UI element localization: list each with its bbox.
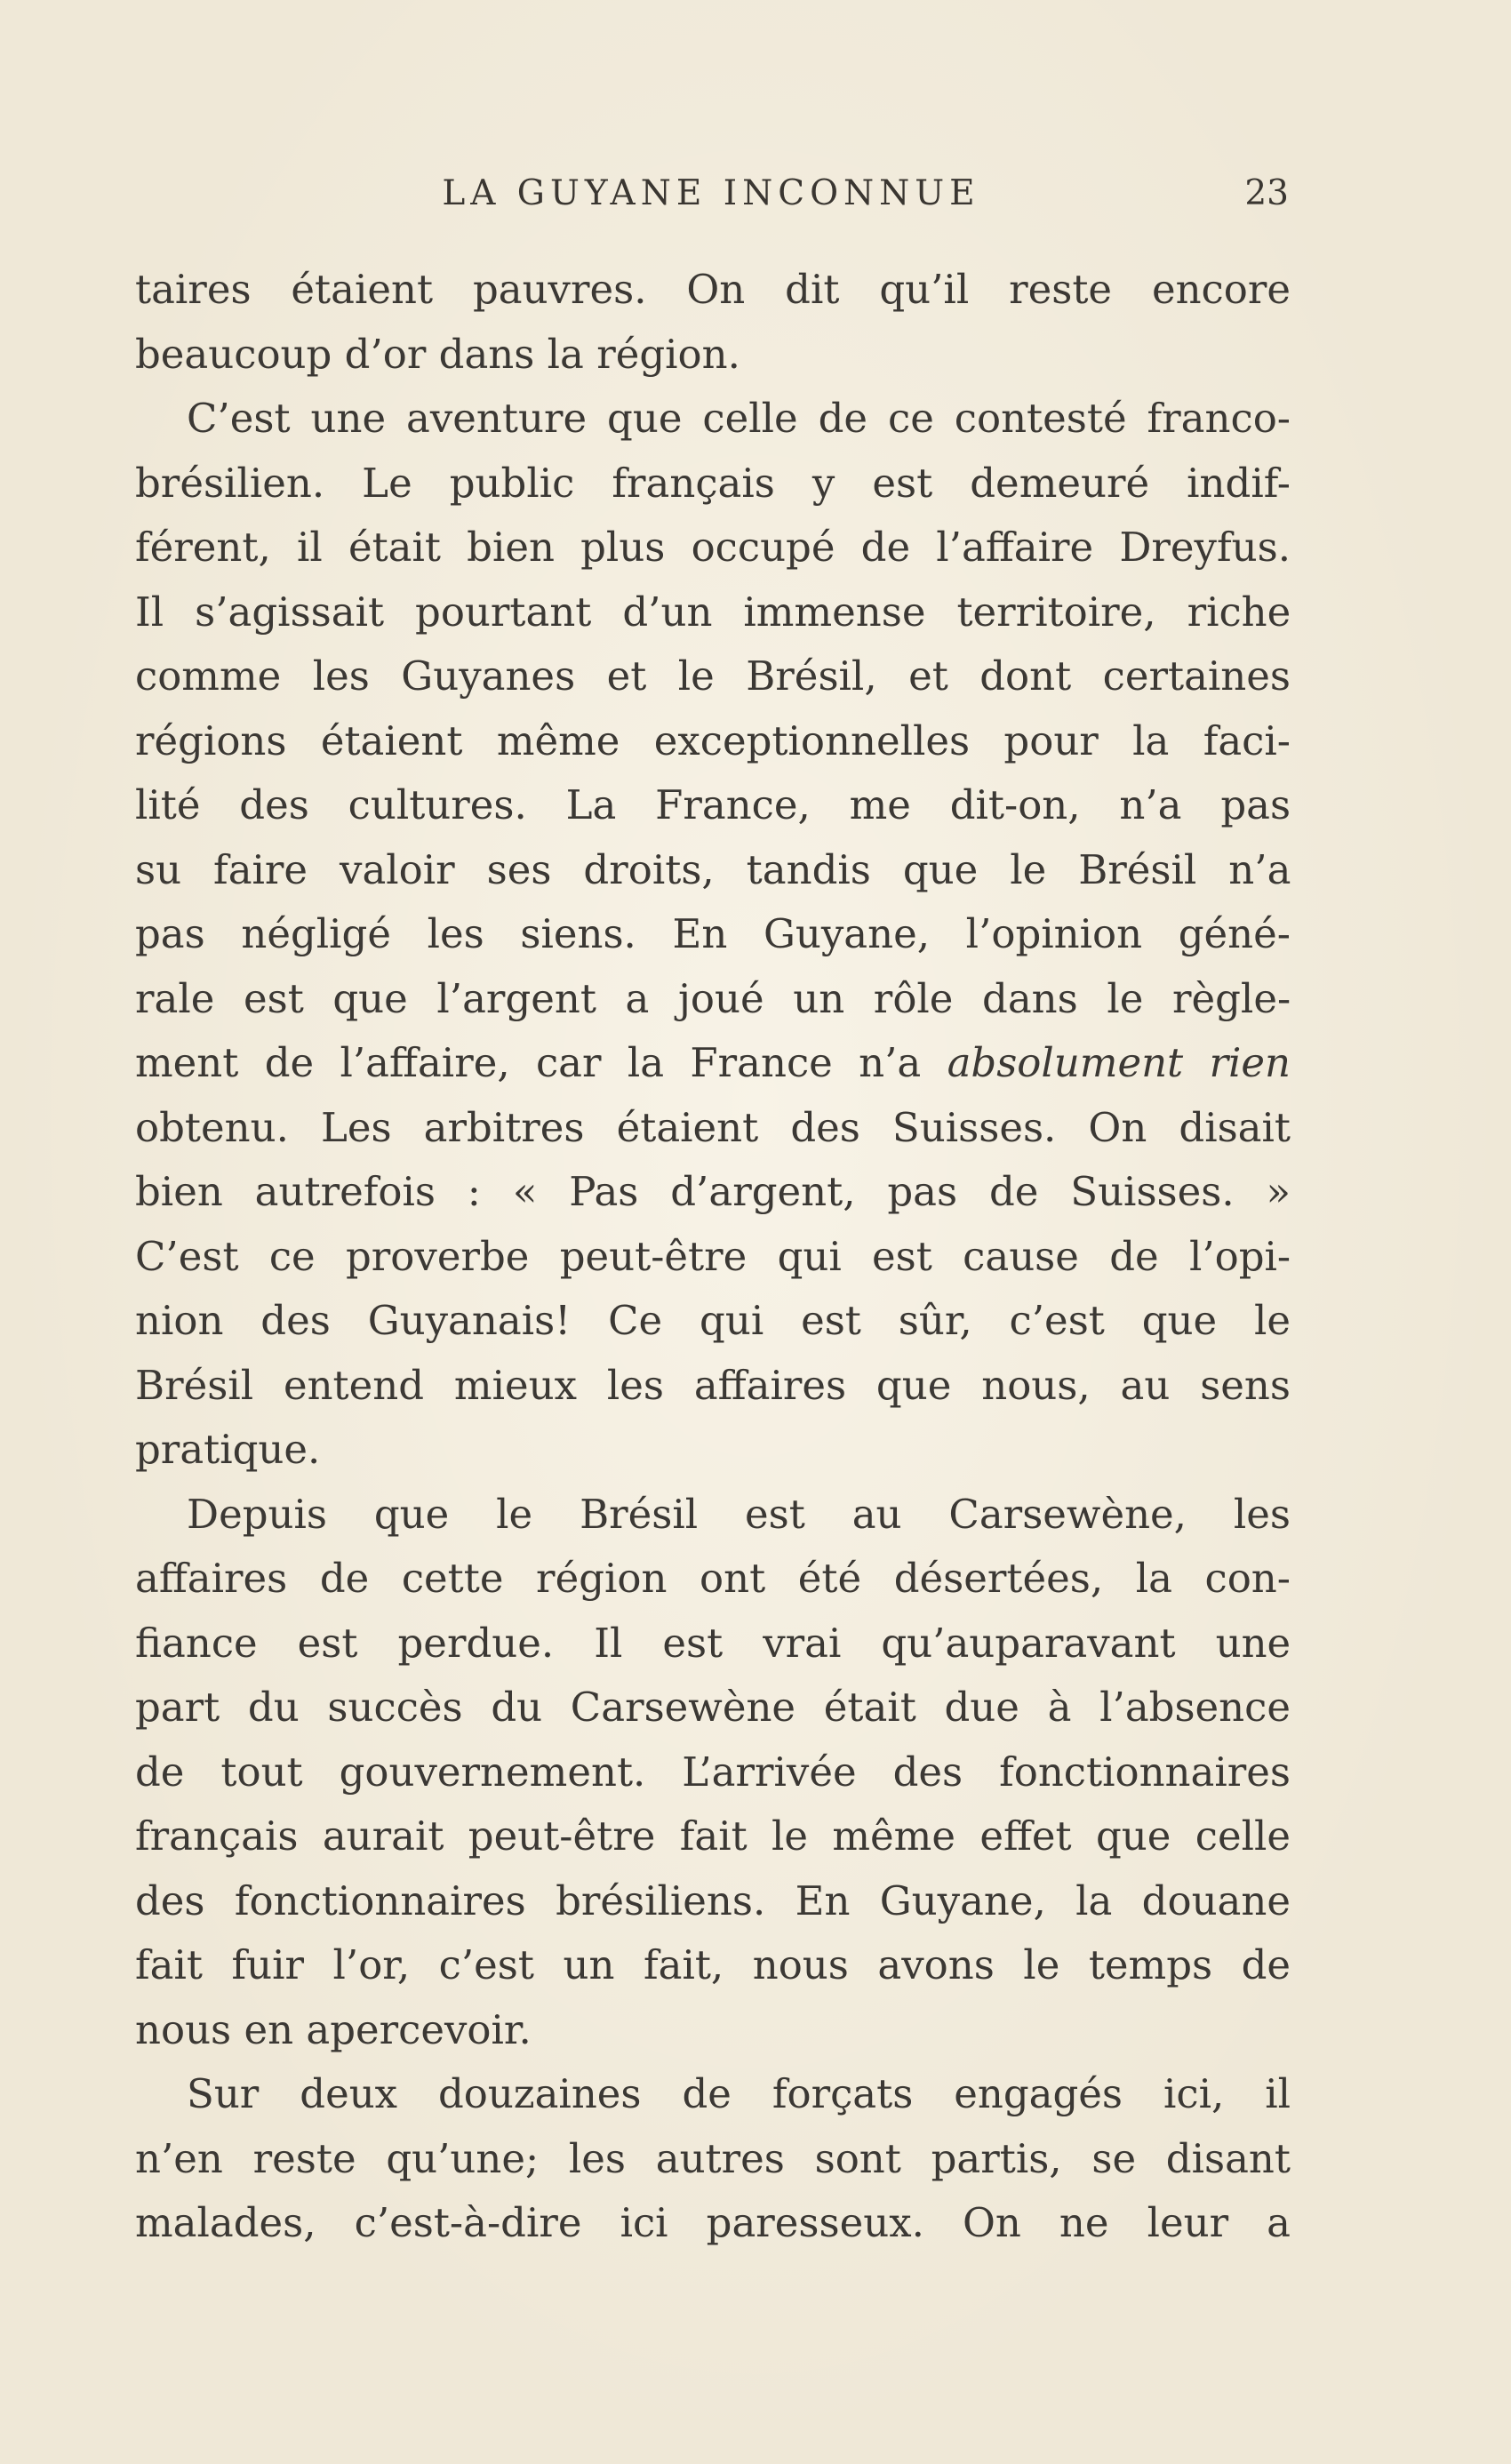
paragraph-3 — [135, 1483, 1291, 2063]
text-line: fait fuir l’or, c’est un fait, nous avons le temps de — [135, 1941, 1291, 1988]
text-line: nion des Guyanais! Ce qui est sûr, c’est que le — [135, 1297, 1291, 1344]
text-line: férent, il était bien plus occupé de l’affaire Dreyfus. — [135, 524, 1291, 571]
body-text — [135, 258, 1291, 2256]
italic-run: absolument rien — [947, 1039, 1291, 1086]
paragraph-2 — [135, 387, 1291, 1483]
text-line: brésilien. Le public français y est demeuré indif- — [135, 459, 1291, 507]
text-line: taires étaient pauvres. On dit qu’il reste encore — [135, 266, 1291, 313]
text-line: part du succès du Carsewène était due à l’absence — [135, 1684, 1291, 1731]
text-line: su faire valoir ses droits, tandis que le Brésil n’a — [135, 845, 1291, 893]
text-run: ment de l’affaire, car la France n’a — [135, 1039, 947, 1086]
text-line: C’est ce proverbe peut-être qui est cause de l’opi- — [135, 1232, 1291, 1280]
text-line: affaires de cette région ont été désertées, la con- — [135, 1555, 1291, 1602]
text-line: rale est que l’argent a joué un rôle dans le règle- — [135, 974, 1291, 1022]
text-line: des fonctionnaires brésiliens. En Guyane, la douane — [135, 1876, 1291, 1924]
paragraph-4 — [135, 2062, 1291, 2256]
page-number: 23 — [1244, 173, 1289, 213]
text-line: de tout gouvernement. L’arrivée des fonctionnaires — [135, 1748, 1291, 1796]
text-line: malades, c’est-à-dire ici paresseux. On ne leur a — [135, 2199, 1291, 2246]
text-line-with-italic — [135, 1031, 1291, 1096]
paragraph-1 — [135, 258, 1291, 387]
text-line: beaucoup d’or dans la région. — [135, 330, 740, 378]
text-line: Sur deux douzaines de forçats engagés ici, il — [187, 2070, 1291, 2117]
text-line: français aurait peut-être fait le même effet que celle — [135, 1812, 1291, 1860]
text-line: lité des cultures. La France, me dit-on, n’a pas — [135, 781, 1291, 828]
text-line: obtenu. Les arbitres étaient des Suisses. On disait — [135, 1103, 1291, 1151]
text-line: bien autrefois : « Pas d’argent, pas de Suisses. » — [135, 1168, 1291, 1215]
text-line: pratique. — [135, 1426, 321, 1473]
text-line: C’est une aventure que celle de ce contesté franco- — [187, 395, 1291, 442]
text-line: pas négligé les siens. En Guyane, l’opinion géné- — [135, 910, 1291, 957]
text-line: régions étaient même exceptionnelles pour la faci- — [135, 716, 1291, 764]
text-line: comme les Guyanes et le Brésil, et dont certaines — [135, 652, 1291, 700]
text-line: Il s’agissait pourtant d’un immense territoire, riche — [135, 588, 1291, 636]
running-title: LA GUYANE INCONNUE — [442, 173, 980, 213]
text-line: fiance est perdue. Il est vrai qu’auparavant une — [135, 1619, 1291, 1667]
running-head — [133, 173, 1289, 227]
text-line: n’en reste qu’une; les autres sont partis, se disant — [135, 2134, 1291, 2182]
text-line: Brésil entend mieux les affaires que nous, au sens — [135, 1361, 1291, 1409]
text-line: Depuis que le Brésil est au Carsewène, les — [187, 1490, 1291, 1538]
text-line: nous en apercevoir. — [135, 2005, 532, 2053]
